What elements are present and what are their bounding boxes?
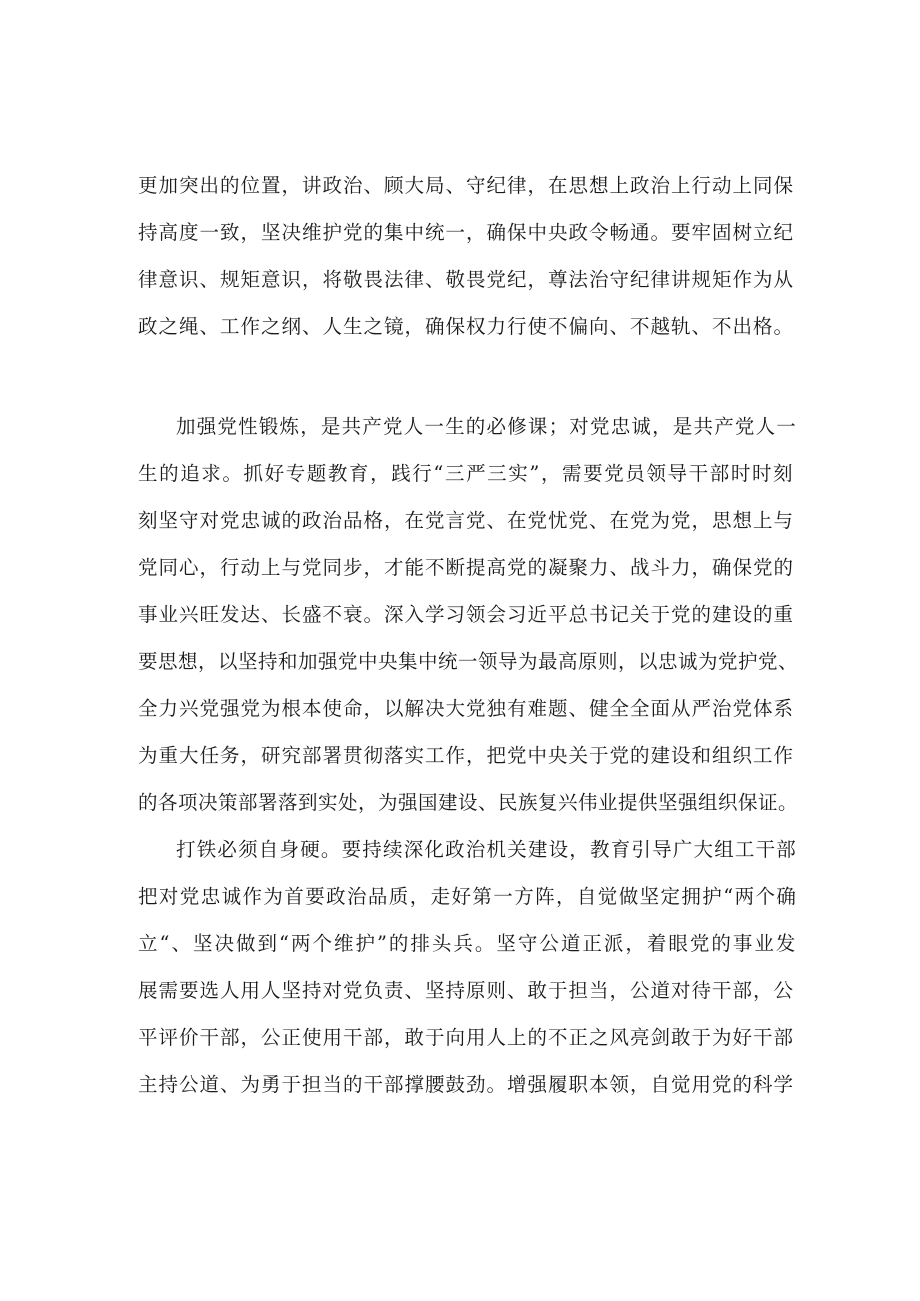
text-line: 生的追求。抓好专题教育，践行“三严三实”，需要党员领导干部时时刻	[138, 462, 795, 485]
text-line: 更加突出的位置，讲政治、顾大局、守纪律，在思想上政治上行动上同保	[138, 174, 795, 197]
text-line: 政之绳、工作之纲、人生之镜，确保权力行使不偏向、不越轨、不出格。	[138, 315, 795, 338]
text-line: 打铁必须自身硬。要持续深化政治机关建设，教育引导广大组工干部	[176, 838, 798, 861]
text-line: 展需要选人用人坚持对党负责、坚持原则、敢于担当，公道对待干部，公	[138, 979, 795, 1002]
text-line: 全力兴党强党为根本使命，以解决大党独有难题、健全全面从严治党体系	[138, 697, 795, 720]
text-line: 事业兴旺发达、长盛不衰。深入学习领会习近平总书记关于党的建设的重	[138, 603, 795, 626]
text-line: 把对党忠诚作为首要政治品质，走好第一方阵，自觉做坚定拥护“两个确	[138, 885, 798, 908]
text-line: 刻坚守对党忠诚的政治品格，在党言党、在党忧党、在党为党，思想上与	[138, 509, 795, 532]
text-line: 加强党性锻炼，是共产党人一生的必修课；对党忠诚，是共产党人一	[176, 415, 798, 438]
text-line: 立“、坚决做到“两个维护”的排头兵。坚守公道正派，着眼党的事业发	[138, 932, 798, 955]
text-line: 党同心，行动上与党同步，才能不断提高党的凝聚力、战斗力，确保党的	[138, 556, 795, 579]
text-line: 持高度一致，坚决维护党的集中统一，确保中央政令畅通。要牢固树立纪	[138, 221, 795, 244]
text-line: 律意识、规矩意识，将敬畏法律、敬畏党纪，尊法治守纪律讲规矩作为从	[138, 268, 795, 291]
text-line: 要思想，以坚持和加强党中央集中统一领导为最高原则，以忠诚为党护党、	[138, 650, 799, 673]
text-line: 主持公道、为勇于担当的干部撑腰鼓劲。增强履职本领，自觉用党的科学	[138, 1073, 795, 1096]
text-line: 为重大任务，研究部署贯彻落实工作，把党中央关于党的建设和组织工作	[138, 744, 795, 767]
text-line: 平评价干部，公正使用干部，敢于向用人上的不正之风亮剑敢于为好干部	[138, 1026, 795, 1049]
text-line: 的各项决策部署落到实处，为强国建设、民族复兴伟业提供坚强组织保证。	[138, 791, 799, 814]
